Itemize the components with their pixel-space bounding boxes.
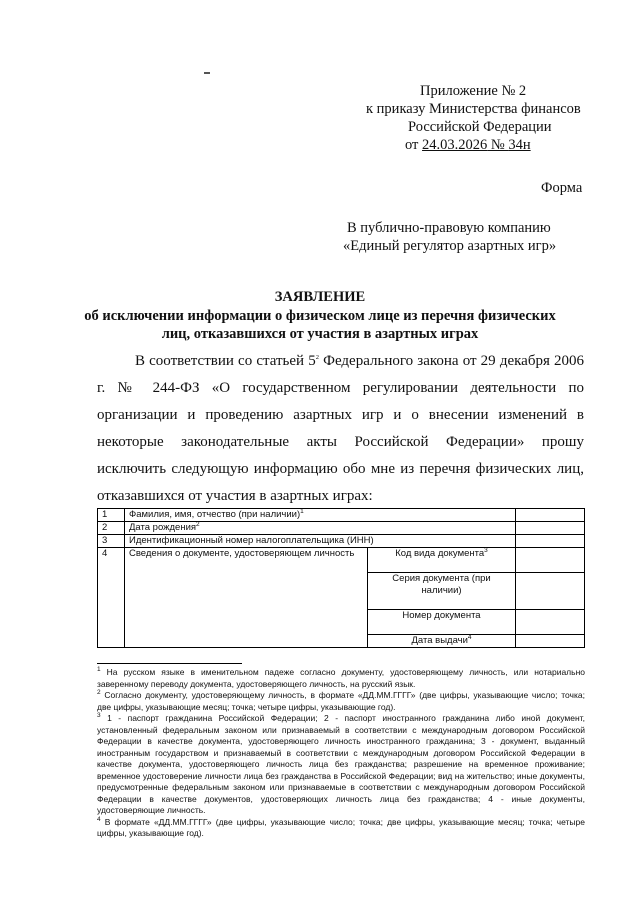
table-row: [98, 548, 585, 573]
form-label: Форма: [541, 180, 583, 196]
row-number: 4: [98, 548, 125, 648]
value-cell[interactable]: [516, 635, 585, 648]
document-subtitle-2: лиц, отказавшихся от участия в азартных играх: [161, 326, 479, 342]
value-cell[interactable]: [516, 522, 585, 535]
table-row: [98, 522, 585, 535]
doc-field-label: Серия документа (при наличии): [368, 573, 516, 610]
row-label: Дата рождения$^2$: [125, 522, 516, 535]
value-cell[interactable]: [516, 610, 585, 635]
order-date-line: [405, 136, 531, 154]
table-row: [98, 535, 585, 548]
doc-field-label: Код вида документа$^3$: [368, 548, 516, 573]
value-cell[interactable]: [516, 548, 585, 573]
statement-part1: В соответствии со статьей 5: [135, 353, 316, 369]
row-number: 3: [98, 535, 125, 548]
row-number: 1: [98, 509, 125, 522]
appendix-number: Приложение № 2: [420, 83, 527, 99]
row-number: 2: [98, 522, 125, 535]
document-subtitle-1: об исключении информации о физическом лице из перечня физических: [84, 308, 556, 324]
statement-sup: 2: [315, 354, 319, 361]
addressee-line1: В публично-правовую компанию: [347, 220, 551, 236]
value-cell[interactable]: [516, 573, 585, 610]
doc-field-label: Номер документа: [368, 610, 516, 635]
table-row: [98, 509, 585, 522]
footnote: $^3$ 1 - паспорт гражданина Российской Федерации; 2 - паспорт иностранного гражданина либо иной документ, установленный федеральным законом или признаваемый в соответствии с международным договором Российской Федерации в качестве документа, удостоверяющего личность иностранного гражданина; 3 - документ, выданный иностранным государством и признаваемый в соответствии с международным договором Российской Федерации в качестве документа, удостоверяющего личность лица без гражданства; разрешение на временное проживание; временное удостоверение личности лица без гражданства в Российской Федерации; вид на жительство; иные документы, предусмотренные федеральным законом или признаваемые в соответствии с международным договором Российской Федерации в качестве документов, удостоверяющих личность лица без гражданства; 4 - иные документы, удостоверяющие личность.: [97, 712, 585, 815]
statement-paragraph: [97, 348, 584, 510]
document-title: ЗАЯВЛЕНИЕ: [274, 289, 366, 305]
number-prefix: №: [487, 137, 509, 153]
value-cell[interactable]: [516, 535, 585, 548]
row-label: Фамилия, имя, отчество (при наличии)$^1$: [125, 509, 516, 522]
scan-mark: [204, 72, 210, 74]
footnote: $^4$ В формате «ДД.ММ.ГГГГ» (две цифры, указывающие число; точка; две цифры, указывающие месяц; точка; четыре цифры, указывающие год).: [97, 815, 585, 838]
applicant-info-table: [97, 508, 585, 648]
value-cell[interactable]: [516, 509, 585, 522]
order-number: 34н: [508, 137, 531, 153]
statement-part2: Федерального закона от 29 декабря 2006 г. № 244-ФЗ «О государственном регулировании деятельности по организации и проведению азартных игр и о внесении изменений в некоторые законодательные акты Российской Федерации» прошу исключить следующую информацию обо мне из перечня физических лиц, отказавшихся от участия в азартных играх:: [97, 353, 584, 504]
row-label: Идентификационный номер налогоплательщика (ИНН): [125, 535, 516, 548]
order-date: 24.03.2026: [422, 137, 488, 153]
addressee-line2: «Единый регулятор азартных игр»: [343, 238, 557, 254]
doc-field-label: Дата выдачи$^4$: [368, 635, 516, 648]
appendix-order-ref: к приказу Министерства финансов: [366, 101, 581, 117]
appendix-ministry: Российской Федерации: [408, 119, 552, 135]
footnote: $^1$ На русском языке в именительном падеже согласно документу, удостоверяющему личность, или нотариально заверенному переводу документа, удостоверяющего личность, на русский язык.: [97, 666, 585, 689]
footnote-divider: [97, 663, 242, 664]
footnote: $^2$ Согласно документу, удостоверяющему личность, в формате «ДД.ММ.ГГГГ» (две цифры, указывающие число; точка; две цифры, указывающие месяц; точка; четыре цифры, указывающие год).: [97, 689, 585, 712]
date-prefix: от: [405, 137, 423, 153]
footnotes: [97, 667, 585, 840]
row-label: Сведения о документе, удостоверяющем личность: [125, 548, 368, 648]
